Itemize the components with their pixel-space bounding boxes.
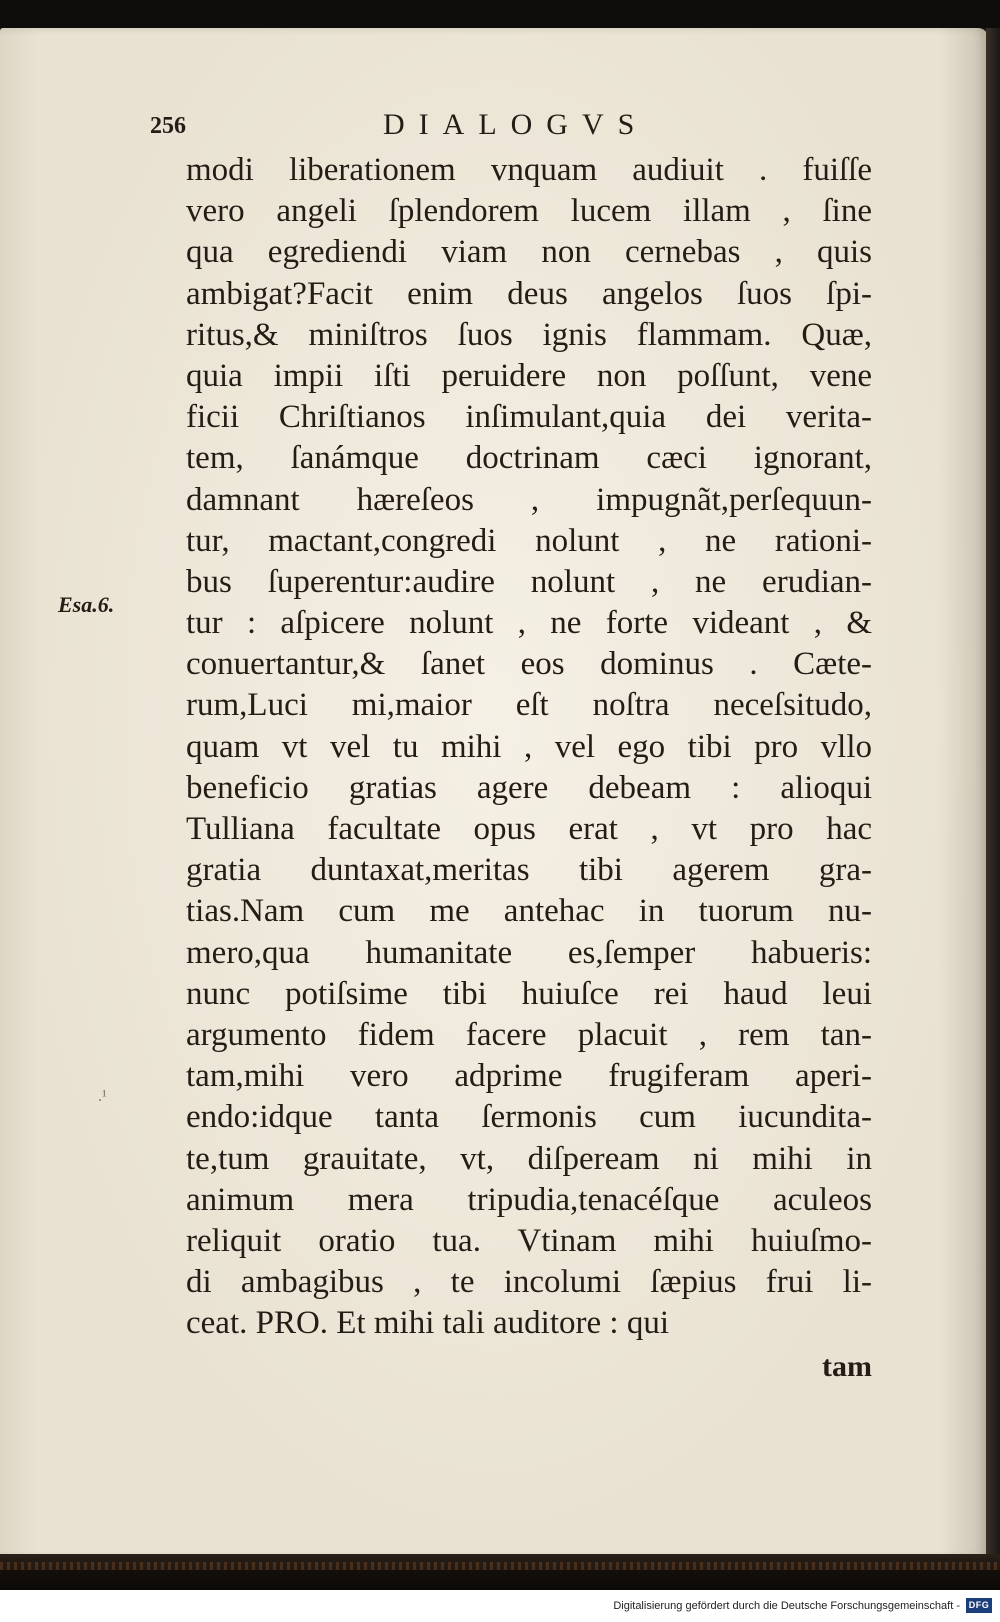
text-line: endo:idque tanta ſermonis cum iucundita-	[186, 1099, 872, 1136]
text-line: ambigat?Facit enim deus angelos ſuos ſpi-	[186, 275, 872, 312]
text-line: damnant hæreſeos , impugnãt,perſequun-	[186, 481, 872, 518]
text-line: tam,mihi vero adprime frugiferam aperi-	[186, 1058, 872, 1095]
text-line: reliquit oratio tua. Vtinam mihi huiuſmo-	[186, 1222, 872, 1259]
page-number: 256	[150, 113, 186, 139]
text-line: quia impii iſti peruidere non poſſunt, vene	[186, 357, 872, 394]
text-line: tur, mactant,congredi nolunt , ne rationi-	[186, 522, 872, 559]
text-line: tias.Nam cum me antehac in tuorum nu-	[186, 893, 872, 930]
text-line: bus ſuperentur:audire nolunt , ne erudian-	[186, 563, 872, 600]
text-line: di ambagibus , te incolumi ſæpius frui li-	[186, 1264, 872, 1301]
text-line: ritus,& miniſtros ſuos ignis flammam. Quæ,	[186, 316, 872, 353]
text-line: quam vt vel tu mihi , vel ego tibi pro vllo	[186, 728, 872, 765]
catchword: tam	[822, 1350, 872, 1383]
text-line: animum mera tripudia,tenacéſque aculeos	[186, 1181, 872, 1218]
text-line: rum,Luci mi,maior eſt noſtra neceſsitudo,	[186, 687, 872, 724]
stray-mark: .¹	[98, 1088, 107, 1105]
text-line: gratia duntaxat,meritas tibi agerem gra-	[186, 852, 872, 889]
text-line: qua egrediendi viam non cernebas , quis	[186, 234, 872, 271]
scan-bottom-border	[0, 1554, 1000, 1590]
margin-note: Esa.6.	[58, 592, 115, 617]
body-text	[186, 150, 872, 1344]
text-line: mero,qua humanitate es,ſemper habueris:	[186, 934, 872, 971]
text-line: Tulliana facultate opus erat , vt pro hac	[186, 811, 872, 847]
text-line: nunc potiſsime tibi huiuſce rei haud leui	[186, 975, 872, 1012]
text-line: argumento fidem facere placuit , rem tan-	[186, 1016, 872, 1053]
text-line: ceat. PRO. Et mihi tali auditore : qui	[186, 1305, 669, 1342]
page-edge-shadow	[986, 28, 1000, 1558]
running-head: DIALOGVS	[383, 108, 649, 141]
text-line: vero angeli ſplendorem lucem illam , ſine	[186, 193, 872, 230]
text-line: beneficio gratias agere debeam : alioqui	[186, 769, 872, 806]
text-line: ficii Chriſtianos inſimulant,quia dei verita-	[186, 399, 872, 436]
text-line: modi liberationem vnquam audiuit . fuiſſe	[186, 152, 872, 188]
text-line: te,tum grauitate, vt, diſpeream ni mihi in	[186, 1140, 872, 1177]
text-line: tur : aſpicere nolunt , ne forte videant , &	[186, 605, 872, 642]
text-line: conuertantur,& ſanet eos dominus . Cæte-	[186, 646, 872, 683]
scan-top-border	[0, 0, 1000, 28]
digitization-credit: Digitalisierung gefördert durch die Deutsche Forschungsgemeinschaft -	[613, 1600, 960, 1612]
text-line: tem, ſanámque doctrinam cæci ignorant,	[186, 440, 872, 477]
dfg-logo: DFG	[966, 1598, 992, 1613]
